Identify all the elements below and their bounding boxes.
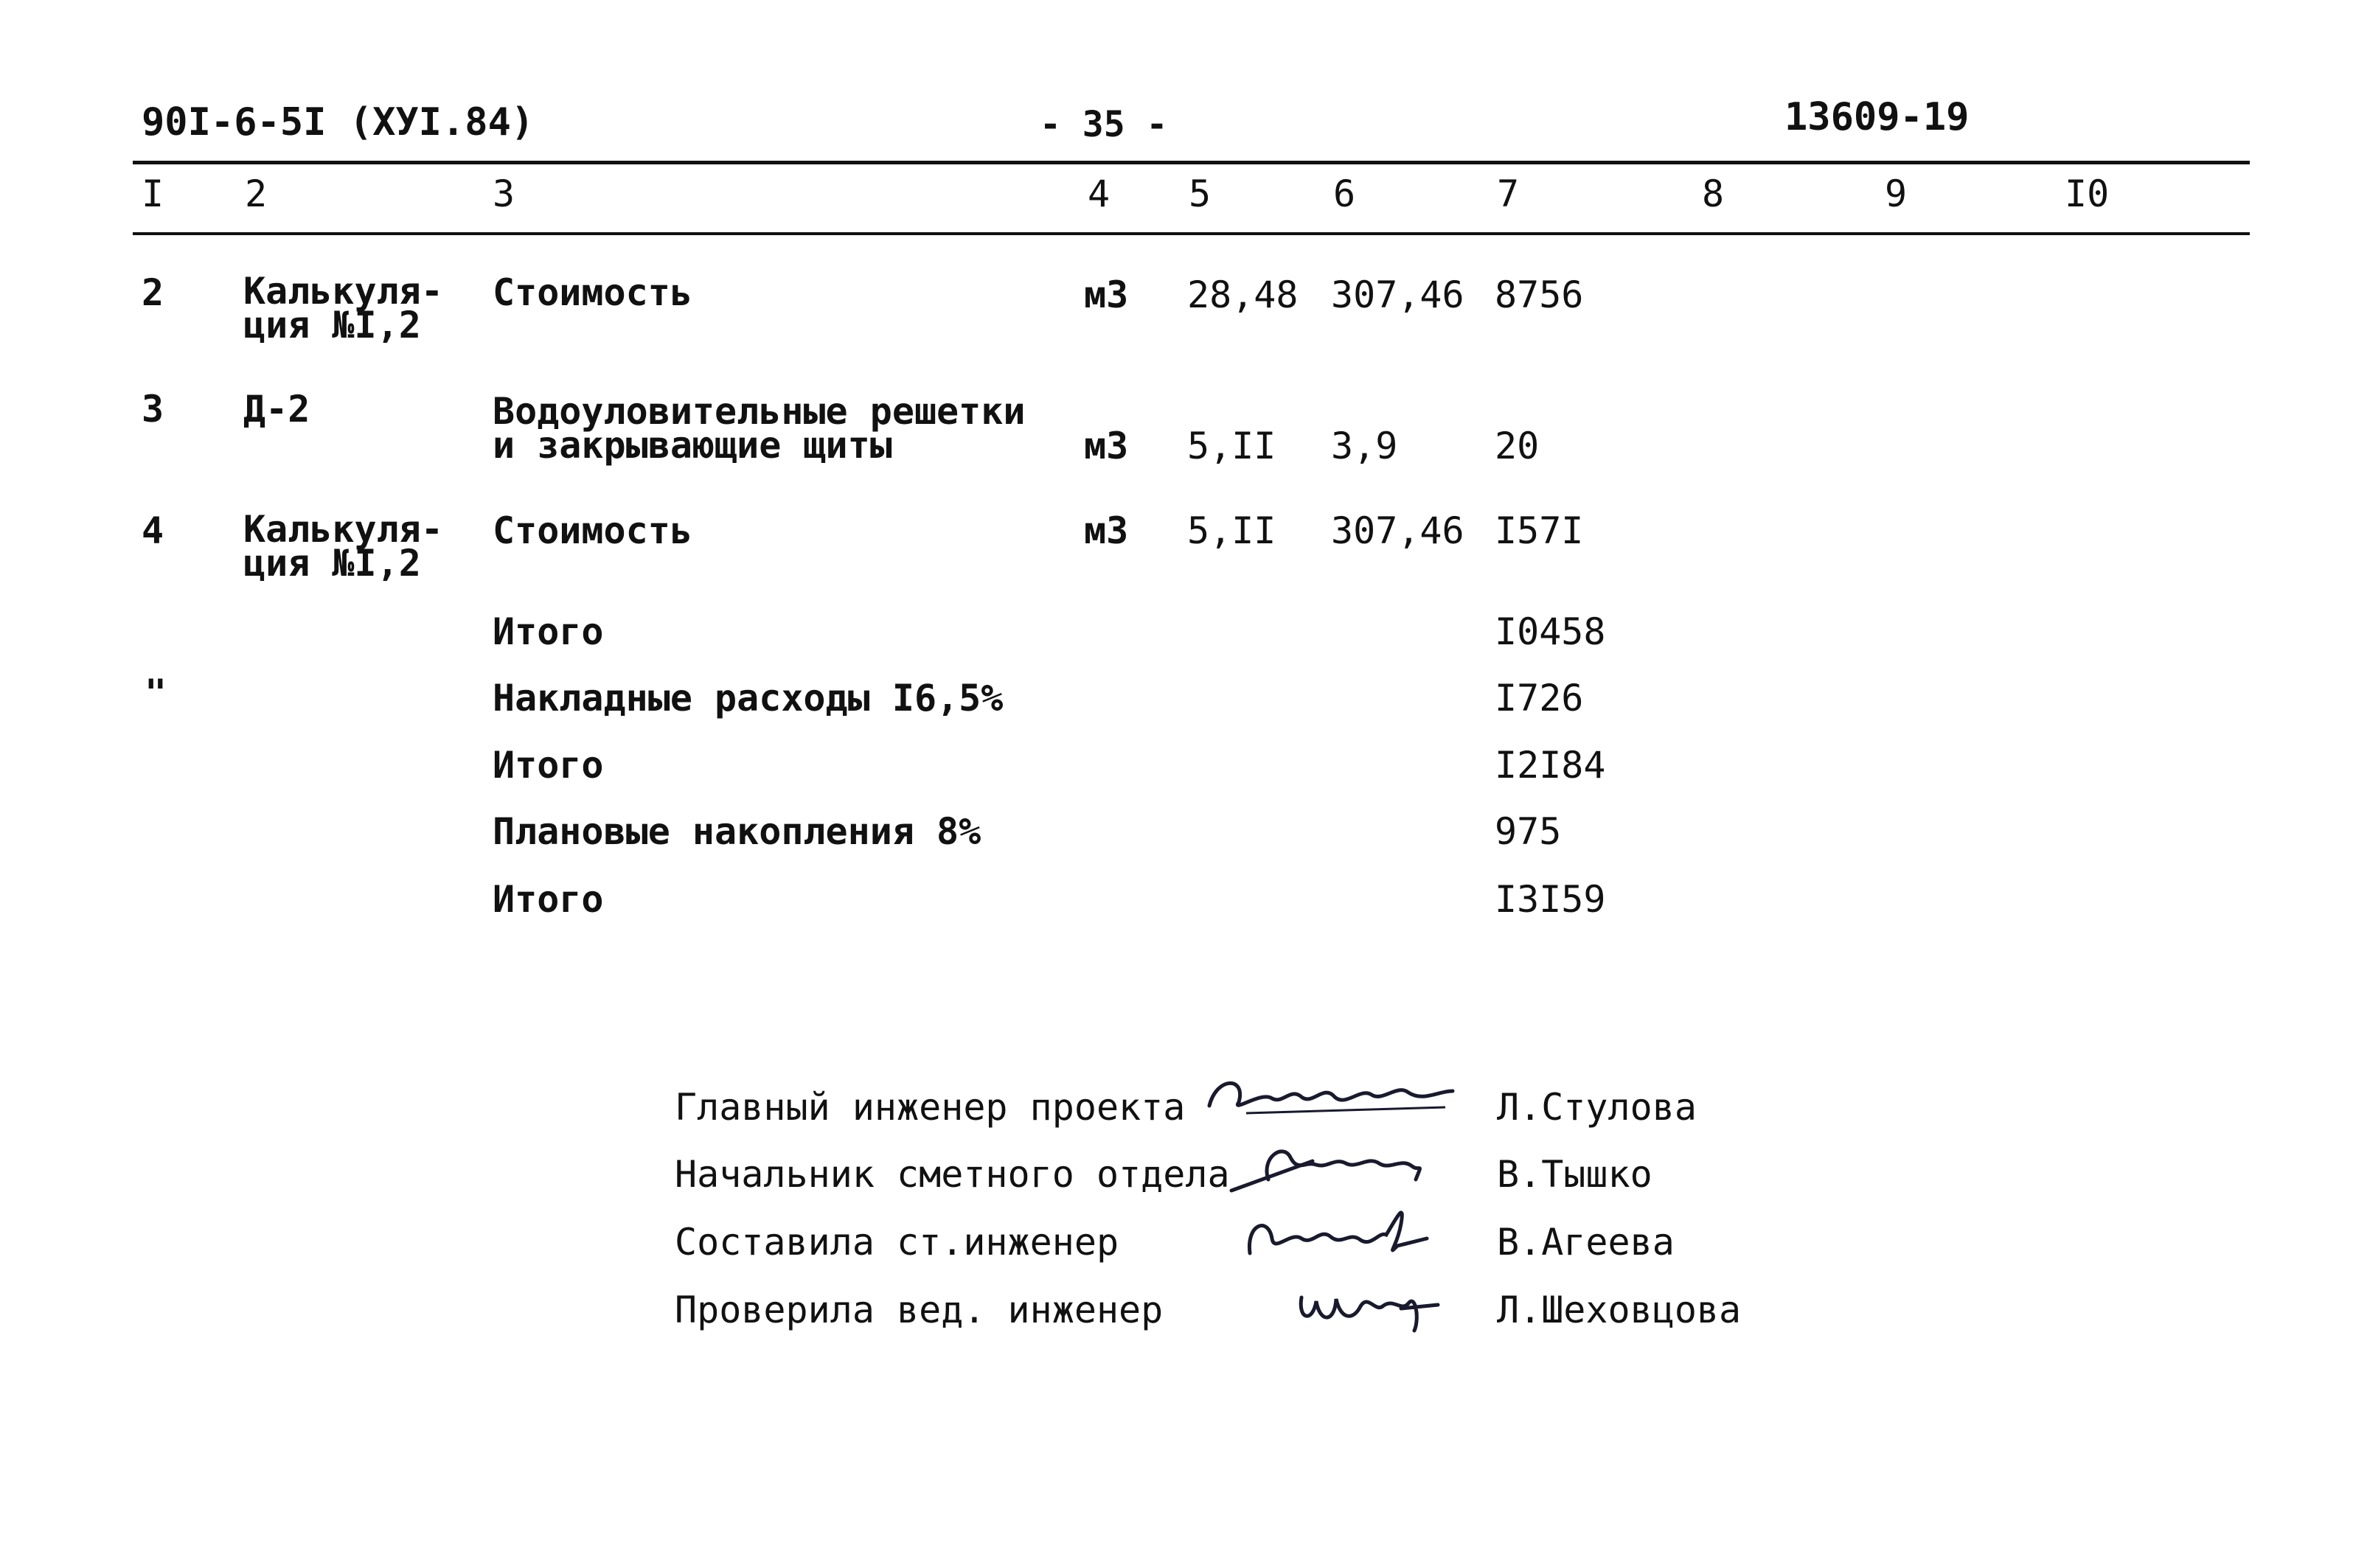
handwritten-signature xyxy=(1239,1194,1445,1268)
signature-name: В.Тышко xyxy=(1497,1153,1652,1196)
signature-name: В.Агеева xyxy=(1497,1221,1675,1264)
column-header: 2 xyxy=(245,173,268,215)
signature-role: Начальник сметного отдела xyxy=(675,1153,1230,1196)
column-header: 5 xyxy=(1189,173,1212,215)
signature-name: Л.Шеховцова xyxy=(1497,1289,1742,1331)
ditto-mark: " xyxy=(145,672,167,714)
column-header: I xyxy=(142,173,164,215)
document-code: 90I-6-5I (XУI.84) xyxy=(142,100,535,144)
column-header: I0 xyxy=(2065,173,2110,215)
row-name: Стоимость xyxy=(493,509,692,552)
column-header: 7 xyxy=(1497,173,1520,215)
handwritten-signature xyxy=(1290,1261,1453,1334)
row-reference: Д-2 xyxy=(243,388,310,431)
row-reference-line: Калькуля- xyxy=(243,508,443,551)
summary-label: Итого xyxy=(493,878,604,921)
row-reference-line: Калькуля- xyxy=(243,270,443,313)
column-header: 8 xyxy=(1702,173,1725,215)
row-reference xyxy=(243,508,443,585)
row-quantity: 5,II xyxy=(1187,509,1276,552)
column-header: 3 xyxy=(493,173,515,215)
signature-role: Главный инженер проекта xyxy=(675,1086,1186,1129)
summary-value: 975 xyxy=(1495,810,1562,853)
row-number: 4 xyxy=(142,509,164,552)
row-reference-line: ция №I,2 xyxy=(243,304,421,346)
summary-value: I2I84 xyxy=(1495,744,1606,787)
row-reference-line: ция №I,2 xyxy=(243,542,421,585)
header-rule xyxy=(133,232,2250,235)
column-header: 9 xyxy=(1885,173,1908,215)
row-total: 8756 xyxy=(1495,273,1584,316)
row-name xyxy=(493,390,1026,467)
row-unit: м3 xyxy=(1084,273,1129,316)
row-unit: м3 xyxy=(1084,509,1129,552)
summary-label: Итого xyxy=(493,744,604,787)
summary-label: Итого xyxy=(493,610,604,653)
row-name: Стоимость xyxy=(493,271,692,314)
row-name-line: и закрывающие щиты xyxy=(493,424,892,467)
row-quantity: 28,48 xyxy=(1187,273,1299,316)
archive-number: 13609-19 xyxy=(1784,95,1970,139)
row-price: 307,46 xyxy=(1331,273,1464,316)
handwritten-signature xyxy=(1217,1128,1438,1202)
row-name-line: Водоуловительные решетки xyxy=(493,390,1026,433)
summary-value: I0458 xyxy=(1495,610,1606,653)
summary-label: Накладные расходы I6,5% xyxy=(493,677,1004,719)
summary-value: I3I59 xyxy=(1495,878,1606,921)
signature-role: Проверила вед. инженер xyxy=(675,1289,1164,1331)
row-total: I57I xyxy=(1495,509,1584,552)
summary-label: Плановые накопления 8% xyxy=(493,810,981,853)
row-price: 307,46 xyxy=(1331,509,1464,552)
row-reference xyxy=(243,270,443,346)
row-quantity: 5,II xyxy=(1187,425,1276,467)
top-rule xyxy=(133,161,2250,164)
row-unit: м3 xyxy=(1084,425,1129,467)
row-number: 3 xyxy=(142,388,164,431)
row-price: 3,9 xyxy=(1331,425,1398,467)
signature-role: Составила ст.инженер xyxy=(675,1221,1119,1264)
summary-value: I726 xyxy=(1495,677,1584,719)
column-header: 6 xyxy=(1333,173,1356,215)
row-number: 2 xyxy=(142,271,164,314)
page-number: - 35 - xyxy=(1040,104,1168,145)
handwritten-signature xyxy=(1202,1062,1467,1128)
row-total: 20 xyxy=(1495,425,1540,467)
signature-name: Л.Стулова xyxy=(1497,1086,1697,1129)
column-header: 4 xyxy=(1088,173,1111,215)
